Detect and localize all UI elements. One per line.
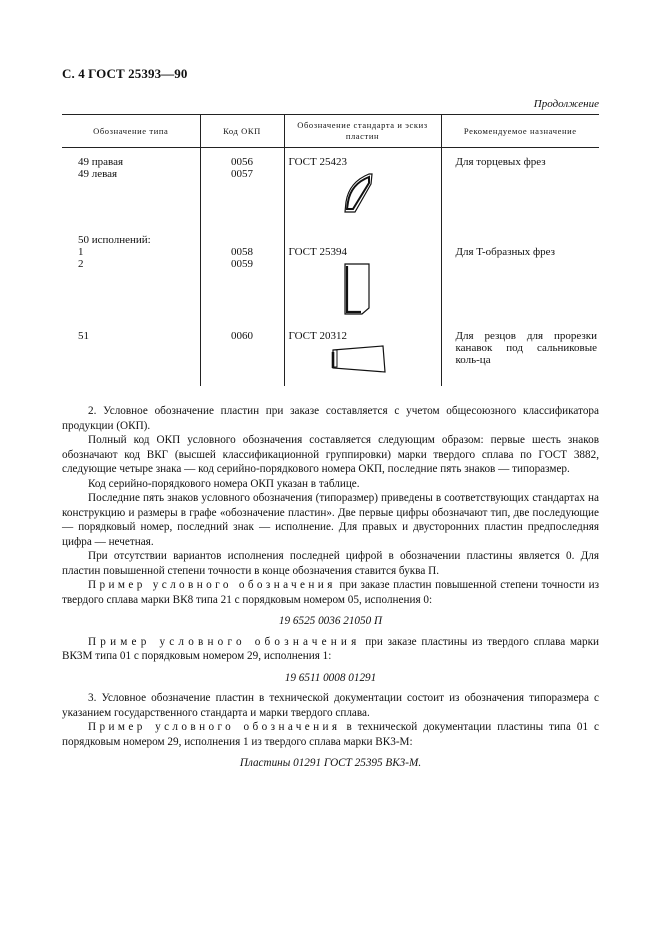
example-code-2: 19 6511 0008 01291 [284, 671, 377, 684]
trapezoid-insert-icon [289, 342, 438, 376]
paragraph-example-3 [62, 720, 599, 749]
purpose-cell: Для торцевых фрез [441, 148, 599, 229]
okp-code-cell [200, 324, 284, 386]
standard-cell [284, 148, 441, 229]
column-header-okp-code: Код ОКП [200, 115, 284, 148]
type-line: 2 [78, 258, 84, 270]
standard-cell [284, 324, 441, 386]
table-row [62, 148, 599, 229]
okp-code: 0057 [231, 168, 253, 180]
okp-code-cell [200, 228, 284, 324]
example-label: Пример условного обозначения [88, 721, 341, 733]
type-cell [62, 148, 200, 229]
column-header-purpose: Рекомендуемое назначение [441, 115, 599, 148]
example-text: при заказе пластин повышенной степени точности из твердого сплава марки ВК8 типа 21 с порядковым номером 05, исполнения 0: [62, 579, 599, 606]
example-code-3: Пластины 01291 ГОСТ 25395 ВК3-М. [239, 757, 422, 769]
paragraph-example-2 [62, 635, 599, 664]
example-text: при заказе пластины из твердого сплава марки ВК3М типа 01 с порядковым номером 29, исполнения 1: [62, 635, 600, 662]
paragraph: При отсутствии вариантов исполнения последней цифрой в обозначении пластины является 0. Для пластин повышенной степени точности в конце обозначения ставится буква П. [62, 550, 599, 577]
purpose-cell [441, 228, 599, 324]
purpose-text: Для T-образных фрез [455, 246, 556, 258]
standard-designation: ГОСТ 25423 [288, 156, 347, 168]
table-header-row [62, 115, 599, 148]
continued-label: Продолжение [533, 98, 599, 110]
table-row [62, 228, 599, 324]
body-text [62, 404, 599, 777]
standard-designation: ГОСТ 25394 [288, 246, 347, 258]
okp-code: 0059 [231, 258, 253, 270]
okp-code: 0060 [231, 330, 253, 342]
okp-code: 0056 [231, 156, 253, 168]
type-cell [62, 324, 200, 386]
paragraph: Последние пять знаков условного обозначения (типоразмер) приведены в соответствующих стандартах на конструкцию и размеры в графе «обозначение пластин». Две первые цифры обозначают тип, две последующие — порядковый номер, последний знак — исполнение. Для правых и двусторонних пластин предпоследняя цифра — нечетная. [62, 492, 599, 548]
paragraph: Код серийно-порядкового номера ОКП указан в таблице. [88, 477, 360, 490]
okp-code: 0058 [231, 246, 253, 258]
type-line: 50 исполнений: [78, 234, 151, 246]
rounded-segment-insert-icon [289, 168, 438, 216]
paragraph: 3. Условное обозначение пластин в технической документации состоит из обозначения типоразмера с указанием государственного стандарта и марки твердого сплава. [62, 692, 599, 719]
column-header-type: Обозначение типа [62, 115, 200, 148]
example-label: Пример условного обозначения [88, 579, 336, 591]
type-line: 1 [78, 246, 84, 258]
type-line: 49 правая [78, 156, 124, 168]
paragraph: Полный код ОКП условного обозначения составляется следующим образом: первые шесть знаков обозначают код ВКГ (высшей классификационной группировки) марки твердого сплава по ГОСТ 3882, следующие четыре знака — код серийно-порядкового номера ОКП, последние пять знаков — типоразмер. [62, 434, 599, 475]
purpose-cell: Для резцов для прорезки канавок под сальниковые коль-ца [441, 324, 599, 386]
example-code-1: 19 6525 0036 21050 П [278, 615, 383, 627]
example-label: Пример условного обозначения [88, 635, 361, 648]
standard-designation: ГОСТ 20312 [288, 330, 347, 342]
type-line: 49 левая [78, 168, 118, 180]
rectangular-chamfered-insert-icon [289, 258, 438, 316]
type-cell [62, 228, 200, 324]
standard-cell [284, 228, 441, 324]
type-line: 51 [78, 330, 89, 342]
page-header: С. 4 ГОСТ 25393—90 [62, 66, 188, 81]
paragraph: 2. Условное обозначение пластин при заказе составляется с учетом общесоюзного классификатора продукции (ОКП). [62, 405, 599, 432]
okp-code [205, 234, 280, 246]
table-row [62, 324, 599, 386]
okp-code-cell [200, 148, 284, 229]
column-header-standard: Обозначение стандарта и эскиз пластин [284, 115, 441, 148]
example-text: в технической документации пластины типа 01 с порядковым номером 29, исполнения 1 из твердого сплава марки ВК3-М: [62, 721, 599, 748]
insert-types-table [62, 114, 599, 386]
paragraph-example-1 [62, 578, 599, 607]
